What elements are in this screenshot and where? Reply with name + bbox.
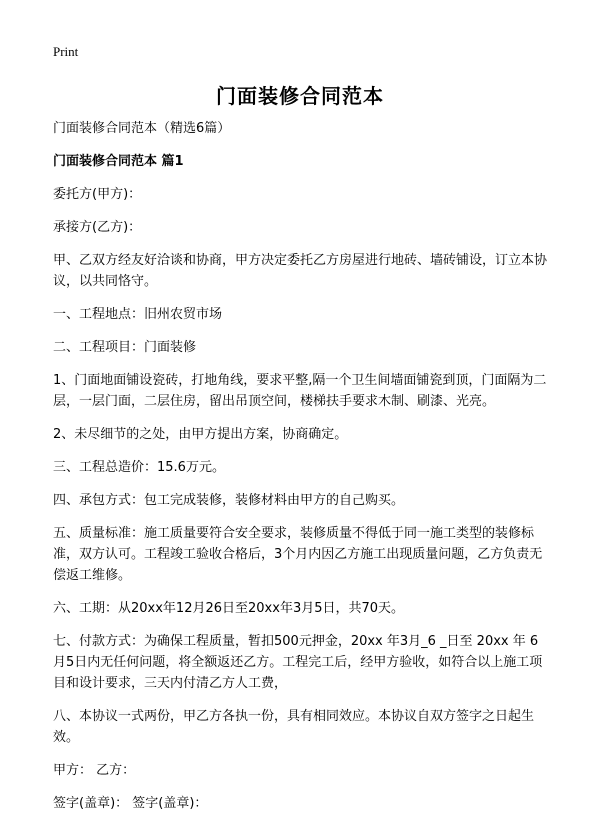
paragraph-cost: 三、工程总造价：15.6万元。 [53, 460, 225, 475]
print-link[interactable]: Print [53, 44, 79, 59]
paragraph-schedule: 六、工期：从20xx年12月26日至20xx年3月5日，共70天。 [53, 601, 405, 616]
paragraph-client: 委托方(甲方)： [53, 187, 142, 202]
paragraph-project: 二、工程项目：门面装修 [53, 340, 197, 355]
paragraph-contractor: 承接方(乙方)： [53, 220, 142, 235]
paragraph-contract-method: 四、承包方式：包工完成装修，装修材料由甲方的自己购买。 [53, 493, 405, 508]
paragraph-item-2: 2、未尽细节的之处，由甲方提出方案，协商确定。 [53, 427, 348, 442]
paragraph-item-1: 1、门面地面铺设瓷砖，打地角线，要求平整,隔一个卫生间墙面铺瓷到顶，门面隔为二层，一层门面，二层住房，留出吊顶空间，楼梯扶手要求木制、刷漆、光亮。 [53, 373, 547, 409]
paragraph-signatures: 签字(盖章)： 签字(盖章)： [53, 796, 208, 811]
section-heading: 门面装修合同范本 篇1 [53, 154, 184, 169]
paragraph-copies: 八、本协议一式两份，甲乙方各执一份，具有相同效应。本协议自双方签字之日起生效。 [53, 709, 535, 745]
paragraph-location: 一、工程地点：旧州农贸市场 [53, 307, 223, 322]
paragraph-parties: 甲方： 乙方： [53, 763, 136, 778]
document-subtitle: 门面装修合同范本（精选6篇） [53, 121, 231, 136]
paragraph-intro: 甲、乙双方经友好洽谈和协商，甲方决定委托乙方房屋进行地砖、墙砖铺设，订立本协议，以共同恪守。 [53, 253, 548, 289]
document-body [53, 118, 553, 826]
paragraph-payment: 七、付款方式：为确保工程质量，暂扣500元押金，20xx 年3月_6 _日至 20xx 年 6 月5日内无任何问题，将全额返还乙方。工程完工后，经甲方验收，如符合以上施工项目和设计要求，三天内付清乙方人工费， [53, 634, 543, 691]
paragraph-quality: 五、质量标准：施工质量要符合安全要求，装修质量不得低于同一施工类型的装修标准，双方认可。工程竣工验收合格后，3个月内因乙方施工出现质量问题，乙方负责无偿返工维修。 [53, 526, 543, 583]
page-title: 门面装修合同范本 [216, 84, 384, 108]
